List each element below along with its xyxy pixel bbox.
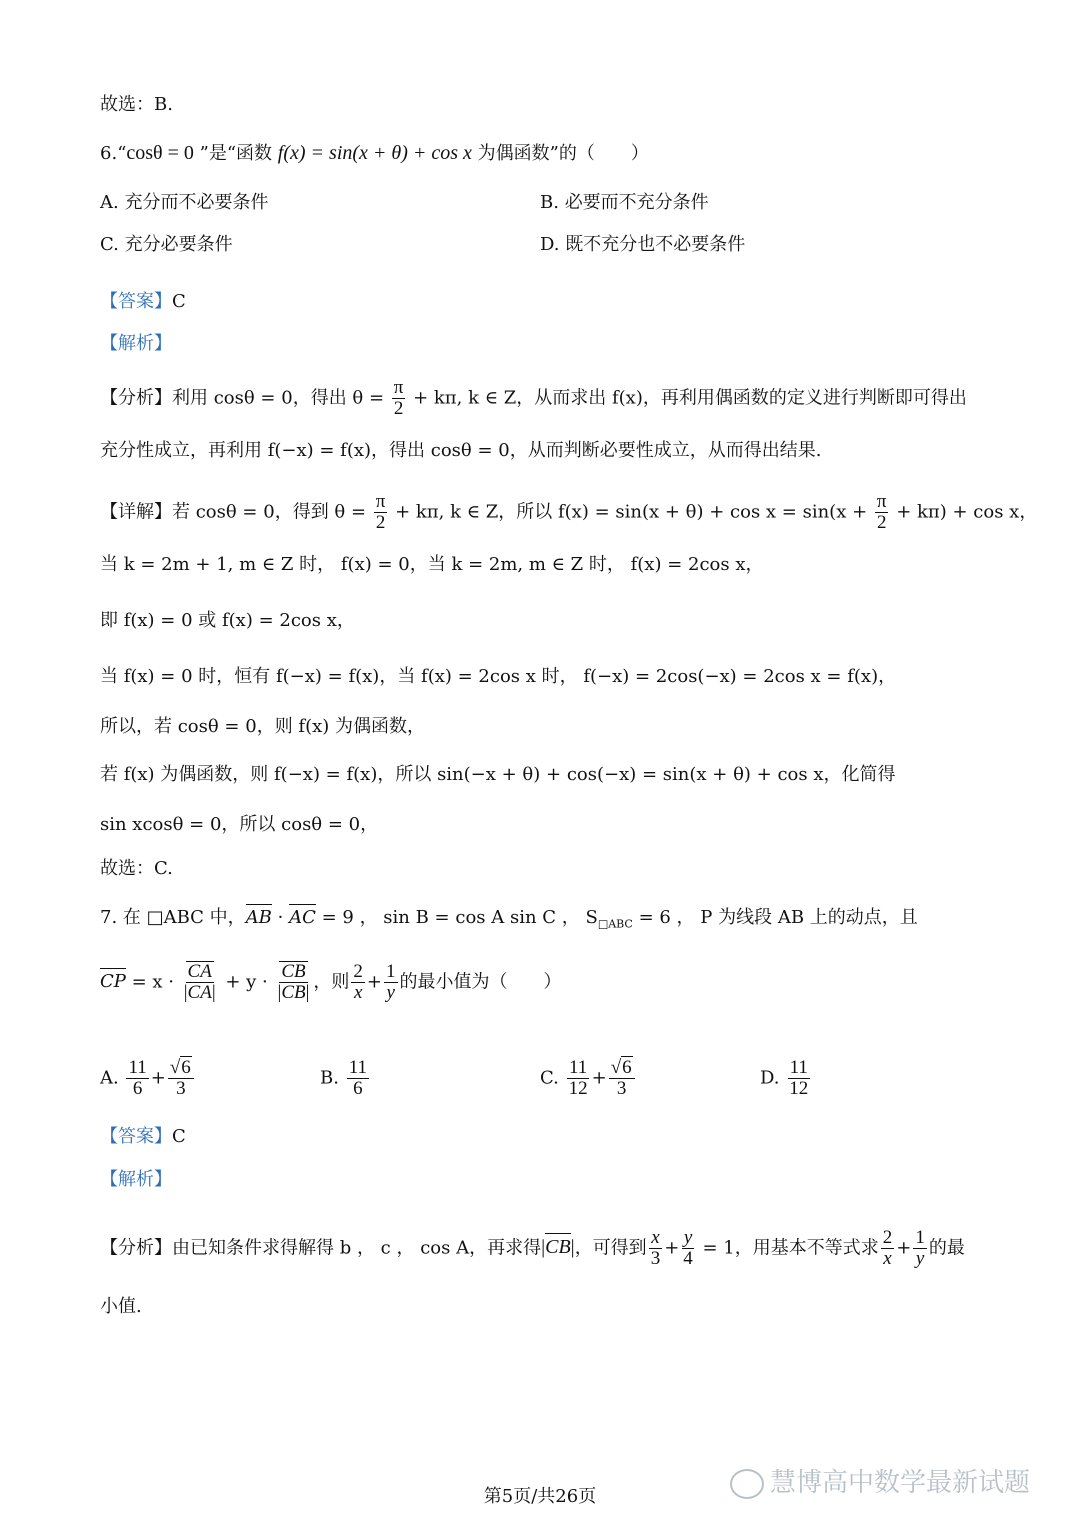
pi-over-2: $\frac{\pi}{2}$ [393, 377, 404, 419]
q5-conclusion: 故选：B. [100, 94, 173, 115]
q6-detail-line4: 当 f(x) = 0 时，恒有 f(−x) = f(x)，当 f(x) = 2cos x 时， f(−x) = 2cos(−x) = 2cos x = f(x)， [100, 666, 897, 687]
q6-detail-line6: 若 f(x) 为偶函数，则 f(−x) = f(x)，所以 sin(−x + θ) + cos(−x) = sin(x + θ) + cos x，化简得 [100, 764, 896, 785]
q7-option-c: C. $\frac{11}{12}$ + √ $\frac{6}{3}$ [540, 1058, 637, 1099]
vector-ab: AB [246, 905, 272, 931]
pi-over-2: $\frac{\pi}{2}$ [876, 491, 887, 533]
q6-detail-line1: 【详解】若 cosθ = 0，得到 θ = $\frac{\pi}{2}$ + kπ, k ∈ Z，所以 f(x) = sin(x + θ) + cos x = sin(x + $\frac{\pi}{2}$ + kπ) + cos x， [100, 491, 1038, 533]
q7-analysis-tag: 【解析】 [100, 1169, 172, 1190]
q6-fenxi-line2: 充分性成立，再利用 f(−x) = f(x)，得出 cosθ = 0，从而判断必要性成立，从而得出结果. [100, 440, 822, 461]
q6-analysis-tag: 【解析】 [100, 333, 172, 354]
q7-stem-line1: 7. 在 □ABC 中，AB · AC = 9 ， sin B = cos A sin C ， $S_{□ABC} = 6$ ， P 为线段 AB 上的动点，且 [100, 907, 918, 931]
q6-answer: 【答案】C [100, 291, 186, 312]
unit-vector-cb: $\frac{CB}{|CB|}$ [277, 961, 310, 1003]
q6-detail-line2: 当 k = 2m + 1, m ∈ Z 时， f(x) = 0，当 k = 2m, m ∈ Z 时， f(x) = 2cos x， [100, 554, 764, 575]
q7-option-d: D. $\frac{11}{12}$ [760, 1057, 809, 1099]
q6-option-d: D. 既不充分也不必要条件 [540, 234, 746, 255]
q6-fenxi-line1: 【分析】利用 cosθ = 0，得出 θ = $\frac{\pi}{2}$ + kπ, k ∈ Z，从而求出 f(x)，再利用偶函数的定义进行判断即可得出 [100, 377, 967, 419]
q7-fenxi-line2: 小值. [100, 1296, 142, 1317]
q6-option-b: B. 必要而不充分条件 [540, 192, 709, 213]
q6-conclusion: 故选：C. [100, 858, 173, 879]
vector-ac: AC [289, 905, 316, 931]
q6-detail-line3: 即 f(x) = 0 或 f(x) = 2cos x， [100, 610, 355, 631]
q7-option-b: B. $\frac{11}{6}$ [320, 1057, 367, 1099]
unit-vector-ca: $\frac{CA}{|CA|}$ [183, 961, 216, 1003]
pi-over-2: $\frac{\pi}{2}$ [375, 491, 386, 533]
q6-option-c: C. 充分必要条件 [100, 234, 233, 255]
q7-stem-line2: CP = x · $\frac{CA}{|CA|}$ + y · $\frac{CB}{|CB|}$ ，则 $\frac{2}{x}$ + $\frac{1}{y}$ 的最小值为（ ） [100, 961, 562, 1003]
q7-fenxi-line1: 【分析】由已知条件求得解得 b ， c ， cos A，再求得|CB|，可得到 $\frac{x}{3}$ + $\frac{y}{4}$ = 1，用基本不等式求 $\frac{2}{x}$ + $\frac{1}{y}$ 的最 [100, 1227, 965, 1269]
q6-detail-line5: 所以，若 cosθ = 0，则 f(x) 为偶函数， [100, 716, 425, 737]
page-footer: 第5页/共26页 [483, 1486, 597, 1507]
vector-cp: CP [100, 969, 126, 995]
q7-answer: 【答案】C [100, 1126, 186, 1147]
watermark: 慧博高中数学最新试题 [730, 1462, 1030, 1499]
q6-option-a: A. 充分而不必要条件 [100, 192, 269, 213]
q6-stem: 6.“cosθ = 0 ”是“函数 f(x) = sin(x + θ) + cos x 为偶函数”的（ ） [100, 142, 649, 164]
q6-detail-line7: sin xcosθ = 0，所以 cosθ = 0， [100, 814, 379, 835]
q7-option-a: A. $\frac{11}{6}$ + √ $\frac{6}{3}$ [100, 1058, 196, 1099]
